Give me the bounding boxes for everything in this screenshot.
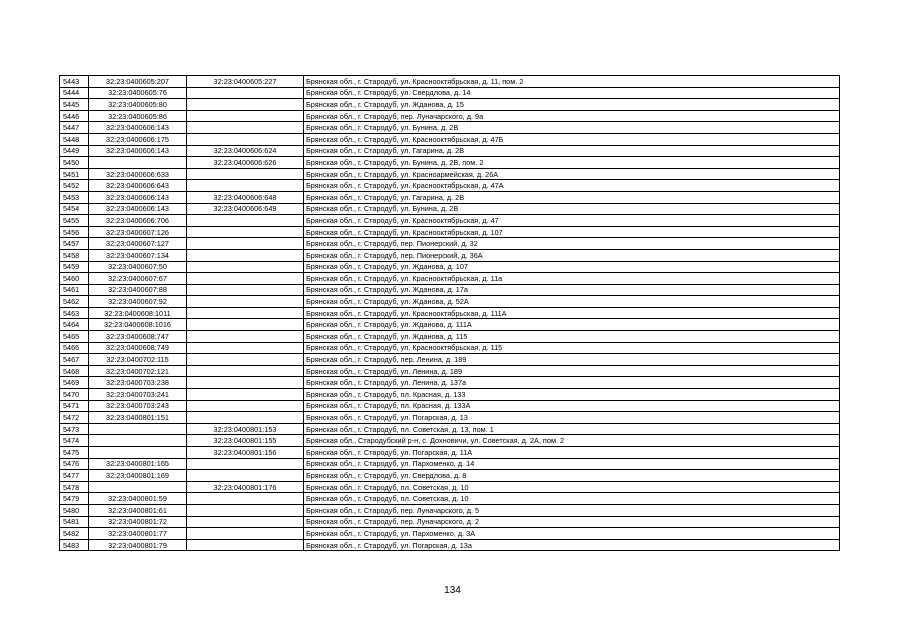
object-cadastral-number-cell: 32:23:0400606:648 [187,191,304,203]
address-cell: Брянская обл., г. Стародуб, ул. Жданова, д. 52А [304,296,840,308]
cadastral-number-cell: 32:23:0400702:121 [89,365,187,377]
object-cadastral-number-cell [187,273,304,285]
address-cell: Брянская обл., г. Стародуб, ул. Жданова, д. 107 [304,261,840,273]
object-cadastral-number-cell [187,377,304,389]
address-cell: Брянская обл., г. Стародуб, ул. Гагарина, д. 2В [304,145,840,157]
row-number-cell: 5457 [60,238,89,250]
cadastral-number-cell [89,157,187,169]
table-row [60,133,840,145]
object-cadastral-number-cell [187,180,304,192]
object-cadastral-number-cell [187,238,304,250]
table-row [60,423,840,435]
row-number-cell: 5447 [60,122,89,134]
row-number-cell: 5445 [60,99,89,111]
address-cell: Брянская обл., г. Стародуб, ул. Пархоменко, д. 14 [304,458,840,470]
row-number-cell: 5465 [60,331,89,343]
row-number-cell: 5452 [60,180,89,192]
address-cell: Брянская обл., г. Стародуб, ул. Гагарина, д. 2В [304,191,840,203]
address-cell: Брянская обл., г. Стародуб, ул. Краснооктябрьская, д. 47 [304,215,840,227]
address-cell: Брянская обл., г. Стародуб, пер. Пионерский, д. 36А [304,249,840,261]
table-row [60,226,840,238]
row-number-cell: 5464 [60,319,89,331]
row-number-cell: 5470 [60,389,89,401]
row-number-cell: 5463 [60,307,89,319]
table-row [60,168,840,180]
cadastral-number-cell: 32:23:0400801:59 [89,493,187,505]
cadastral-number-cell: 32:23:0400606:706 [89,215,187,227]
address-cell: Брянская обл., г. Стародуб, ул. Краснооктябрьская, д. 115 [304,342,840,354]
cadastral-number-cell [89,423,187,435]
row-number-cell: 5481 [60,516,89,528]
cadastral-number-cell: 32:23:0400703:238 [89,377,187,389]
object-cadastral-number-cell [187,307,304,319]
table-row [60,191,840,203]
table-row [60,481,840,493]
row-number-cell: 5448 [60,133,89,145]
address-cell: Брянская обл., г. Стародуб, пл. Советская, д. 10 [304,481,840,493]
table-row [60,331,840,343]
table-row [60,389,840,401]
cadastral-number-cell: 32:23:0400607:134 [89,249,187,261]
object-cadastral-number-cell: 32:23:0400801:155 [187,435,304,447]
address-cell: Брянская обл., г. Стародуб, ул. Краснооктябрьская, д. 111А [304,307,840,319]
address-cell: Брянская обл., г. Стародуб, ул. Жданова, д. 15 [304,99,840,111]
row-number-cell: 5477 [60,470,89,482]
table-row [60,342,840,354]
row-number-cell: 5476 [60,458,89,470]
cadastral-number-cell: 32:23:0400801:169 [89,470,187,482]
table-row [60,493,840,505]
object-cadastral-number-cell [187,458,304,470]
row-number-cell: 5475 [60,447,89,459]
row-number-cell: 5483 [60,539,89,551]
row-number-cell: 5453 [60,191,89,203]
object-cadastral-number-cell [187,122,304,134]
address-cell: Брянская обл., г. Стародуб, ул. Краснооктябрьская, д. 47А [304,180,840,192]
cadastral-number-cell: 32:23:0400606:175 [89,133,187,145]
cadastral-number-cell: 32:23:0400801:61 [89,504,187,516]
address-cell: Брянская обл., г. Стародуб, ул. Ленина, д. 137а [304,377,840,389]
object-cadastral-number-cell [187,342,304,354]
row-number-cell: 5478 [60,481,89,493]
object-cadastral-number-cell [187,168,304,180]
table-row [60,203,840,215]
cadastral-number-cell: 32:23:0400605:86 [89,110,187,122]
object-cadastral-number-cell [187,516,304,528]
object-cadastral-number-cell [187,493,304,505]
object-cadastral-number-cell [187,331,304,343]
table-row [60,238,840,250]
cadastral-number-cell: 32:23:0400607:126 [89,226,187,238]
cadastral-number-cell: 32:23:0400702:115 [89,354,187,366]
object-cadastral-number-cell: 32:23:0400801:156 [187,447,304,459]
cadastral-number-cell: 32:23:0400605:80 [89,99,187,111]
object-cadastral-number-cell [187,528,304,540]
row-number-cell: 5455 [60,215,89,227]
row-number-cell: 5482 [60,528,89,540]
row-number-cell: 5479 [60,493,89,505]
cadastral-number-cell: 32:23:0400608:749 [89,342,187,354]
object-cadastral-number-cell [187,226,304,238]
cadastral-number-cell: 32:23:0400703:243 [89,400,187,412]
object-cadastral-number-cell: 32:23:0400605:227 [187,76,304,88]
address-cell: Брянская обл., г. Стародуб, пл. Красная, д. 133А [304,400,840,412]
object-cadastral-number-cell [187,133,304,145]
object-cadastral-number-cell [187,365,304,377]
address-cell: Брянская обл., г. Стародуб, ул. Погарская, д. 13 [304,412,840,424]
table-row [60,516,840,528]
object-cadastral-number-cell [187,319,304,331]
cadastral-number-cell [89,481,187,493]
table-row [60,284,840,296]
row-number-cell: 5473 [60,423,89,435]
cadastral-number-cell: 32:23:0400607:88 [89,284,187,296]
row-number-cell: 5454 [60,203,89,215]
address-cell: Брянская обл., г. Стародуб, ул. Свердлова, д. 8 [304,470,840,482]
object-cadastral-number-cell [187,389,304,401]
table-row [60,319,840,331]
object-cadastral-number-cell [187,87,304,99]
object-cadastral-number-cell [187,215,304,227]
cadastral-number-cell: 32:23:0400801:151 [89,412,187,424]
address-cell: Брянская обл., г. Стародуб, пер. Луначарского, д. 9а [304,110,840,122]
cadastral-number-cell [89,435,187,447]
object-cadastral-number-cell [187,99,304,111]
object-cadastral-number-cell [187,400,304,412]
object-cadastral-number-cell: 32:23:0400606:626 [187,157,304,169]
table-row [60,122,840,134]
row-number-cell: 5461 [60,284,89,296]
address-cell: Брянская обл., г. Стародуб, ул. Погарская, д. 13а [304,539,840,551]
table-row [60,377,840,389]
row-number-cell: 5458 [60,249,89,261]
address-cell: Брянская обл., г. Стародуб, пер. Луначарского, д. 2 [304,516,840,528]
table-row [60,157,840,169]
row-number-cell: 5450 [60,157,89,169]
address-cell: Брянская обл., г. Стародуб, пл. Советская, д. 10 [304,493,840,505]
cadastral-number-cell: 32:23:0400608:1011 [89,307,187,319]
table-row [60,307,840,319]
table-row [60,249,840,261]
address-cell: Брянская обл., г. Стародуб, пл. Советская, д. 13, пом. 1 [304,423,840,435]
object-cadastral-number-cell [187,470,304,482]
address-cell: Брянская обл., г. Стародуб, ул. Жданова, д. 17а [304,284,840,296]
row-number-cell: 5468 [60,365,89,377]
address-cell: Брянская обл., г. Стародуб, ул. Краснооктябрьская, д. 107 [304,226,840,238]
table-row [60,273,840,285]
address-cell: Брянская обл., г. Стародуб, пер. Луначарского, д. 5 [304,504,840,516]
table-row [60,76,840,88]
cadastral-number-cell: 32:23:0400608:1016 [89,319,187,331]
object-cadastral-number-cell [187,354,304,366]
row-number-cell: 5459 [60,261,89,273]
cadastral-number-cell: 32:23:0400606:143 [89,145,187,157]
cadastral-number-cell: 32:23:0400606:633 [89,168,187,180]
object-cadastral-number-cell [187,412,304,424]
table-row [60,412,840,424]
table-row [60,354,840,366]
row-number-cell: 5456 [60,226,89,238]
object-cadastral-number-cell: 32:23:0400606:649 [187,203,304,215]
cadastral-number-cell: 32:23:0400607:127 [89,238,187,250]
address-cell: Брянская обл., г. Стародуб, ул. Краснооктябрьская, д. 11, пом. 2 [304,76,840,88]
address-cell: Брянская обл., г. Стародуб, ул. Ленина, д. 189 [304,365,840,377]
table-row [60,435,840,447]
table-row [60,400,840,412]
row-number-cell: 5471 [60,400,89,412]
cadastral-number-cell: 32:23:0400801:72 [89,516,187,528]
cadastral-number-cell: 32:23:0400606:143 [89,122,187,134]
cadastral-number-cell: 32:23:0400703:241 [89,389,187,401]
object-cadastral-number-cell [187,284,304,296]
cadastral-number-cell: 32:23:0400608:747 [89,331,187,343]
object-cadastral-number-cell [187,110,304,122]
cadastral-number-cell: 32:23:0400801:77 [89,528,187,540]
table-row [60,539,840,551]
row-number-cell: 5480 [60,504,89,516]
cadastral-number-cell: 32:23:0400606:643 [89,180,187,192]
table-row [60,296,840,308]
object-cadastral-number-cell [187,296,304,308]
table-body [60,76,840,551]
object-cadastral-number-cell [187,249,304,261]
address-cell: Брянская обл., г. Стародуб, ул. Погарская, д. 11А [304,447,840,459]
table-row [60,145,840,157]
object-cadastral-number-cell [187,539,304,551]
cadastral-table [59,75,840,551]
table-row [60,99,840,111]
cadastral-number-cell: 32:23:0400605:207 [89,76,187,88]
address-cell: Брянская обл., Стародубский р-н, с. Дохновичи, ул. Советская, д. 2А, пом. 2 [304,435,840,447]
address-cell: Брянская обл., г. Стародуб, пер. Ленина, д. 189 [304,354,840,366]
cadastral-number-cell [89,447,187,459]
row-number-cell: 5449 [60,145,89,157]
cadastral-number-cell: 32:23:0400607:50 [89,261,187,273]
table-row [60,470,840,482]
table-row [60,110,840,122]
row-number-cell: 5462 [60,296,89,308]
object-cadastral-number-cell: 32:23:0400801:176 [187,481,304,493]
table-row [60,87,840,99]
cadastral-number-cell: 32:23:0400606:143 [89,191,187,203]
address-cell: Брянская обл., г. Стародуб, ул. Жданова, д. 115 [304,331,840,343]
row-number-cell: 5446 [60,110,89,122]
cadastral-number-cell: 32:23:0400605:76 [89,87,187,99]
row-number-cell: 5469 [60,377,89,389]
address-cell: Брянская обл., г. Стародуб, ул. Жданова, д. 111А [304,319,840,331]
address-cell: Брянская обл., г. Стародуб, ул. Краснооктябрьская, д. 11а [304,273,840,285]
row-number-cell: 5451 [60,168,89,180]
row-number-cell: 5466 [60,342,89,354]
cadastral-number-cell: 32:23:0400801:165 [89,458,187,470]
row-number-cell: 5467 [60,354,89,366]
address-cell: Брянская обл., г. Стародуб, ул. Красноармейская, д. 26А [304,168,840,180]
address-cell: Брянская обл., г. Стародуб, ул. Бунина, д. 2В [304,122,840,134]
address-cell: Брянская обл., г. Стародуб, ул. Бунина, д. 2В, пом. 2 [304,157,840,169]
object-cadastral-number-cell [187,261,304,273]
object-cadastral-number-cell: 32:23:0400801:153 [187,423,304,435]
cadastral-number-cell: 32:23:0400607:67 [89,273,187,285]
address-cell: Брянская обл., г. Стародуб, пер. Пионерский, д. 32 [304,238,840,250]
address-cell: Брянская обл., г. Стародуб, пл. Красная, д. 133 [304,389,840,401]
address-cell: Брянская обл., г. Стародуб, ул. Краснооктябрьская, д. 47Б [304,133,840,145]
table-row [60,215,840,227]
address-cell: Брянская обл., г. Стародуб, ул. Бунина, д. 2В [304,203,840,215]
address-cell: Брянская обл., г. Стародуб, ул. Пархоменко, д. 3А [304,528,840,540]
table-row [60,180,840,192]
table-row [60,528,840,540]
table-row [60,458,840,470]
row-number-cell: 5443 [60,76,89,88]
table-row [60,447,840,459]
address-cell: Брянская обл., г. Стародуб, ул. Свердлова, д. 14 [304,87,840,99]
object-cadastral-number-cell [187,504,304,516]
table-row [60,504,840,516]
cadastral-number-cell: 32:23:0400801:79 [89,539,187,551]
row-number-cell: 5460 [60,273,89,285]
row-number-cell: 5444 [60,87,89,99]
cadastral-number-cell: 32:23:0400606:143 [89,203,187,215]
row-number-cell: 5472 [60,412,89,424]
row-number-cell: 5474 [60,435,89,447]
table-row [60,365,840,377]
cadastral-number-cell: 32:23:0400607:92 [89,296,187,308]
page-number: 134 [444,585,461,596]
object-cadastral-number-cell: 32:23:0400606:624 [187,145,304,157]
table-row [60,261,840,273]
